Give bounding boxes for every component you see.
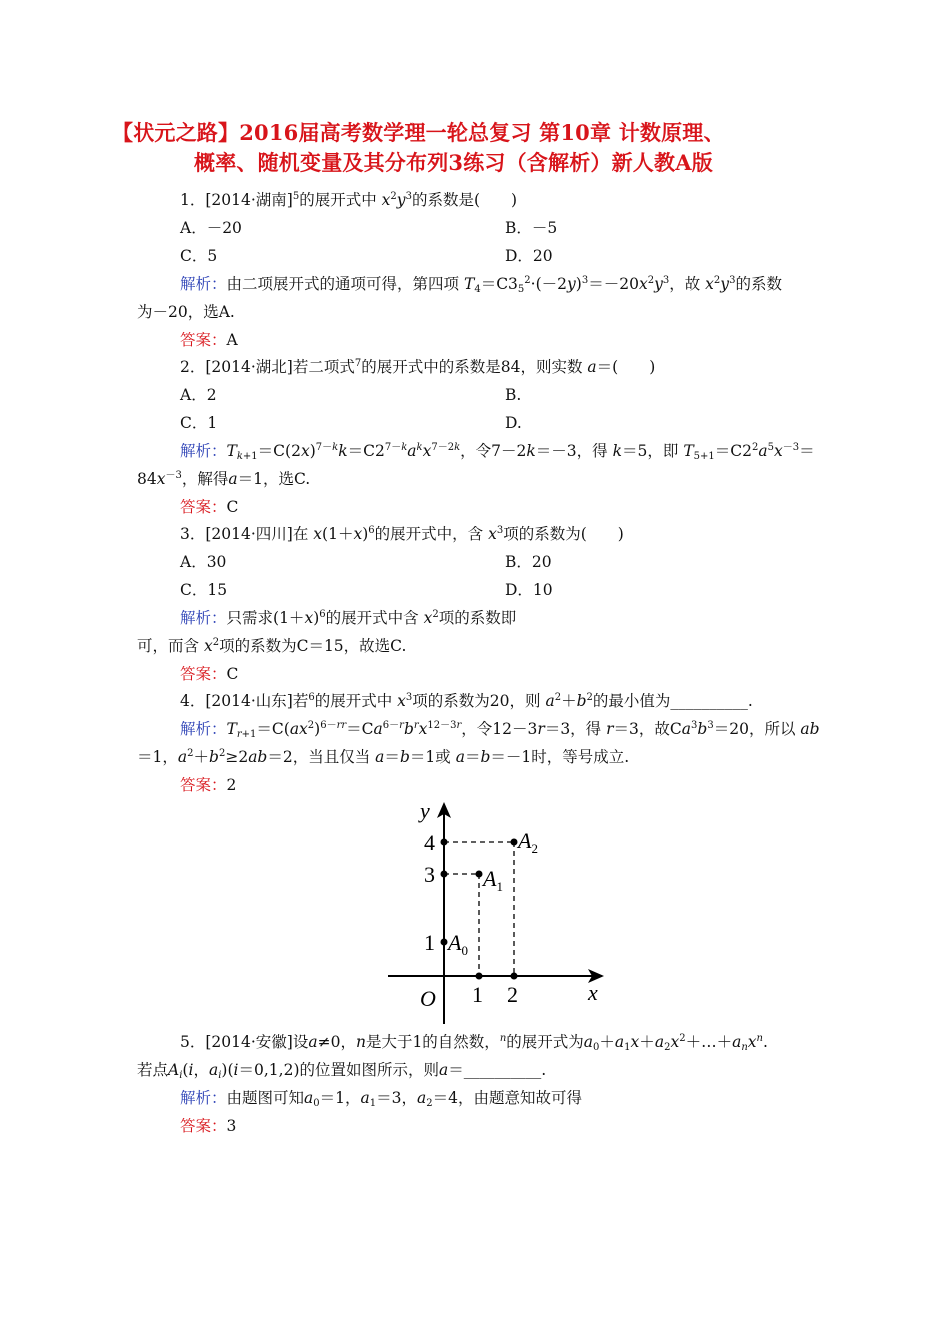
question-1-stem: 1．[2014·湖南]$^5$的展开式中 $x^2y^3$的系数是( ) (180, 191, 518, 209)
x-tick-1: 1 (472, 982, 483, 1007)
q5-answer: 答案：3 (180, 1117, 237, 1135)
q2-option-b: B. (505, 386, 522, 404)
dot-x1 (476, 973, 483, 980)
q3-option-b: B．20 (505, 553, 552, 571)
point-a2 (511, 839, 518, 846)
question-4-stem: 4．[2014·山东]若$^6$的展开式中 $x^3$项的系数为20，则 $a^2+b^2$的最小值为__________. (180, 692, 753, 710)
x-tick-2: 2 (507, 982, 518, 1007)
q3-option-a: A．30 (180, 553, 227, 571)
q3-answer: 答案：C (180, 665, 239, 683)
q4-answer: 答案：2 (180, 776, 237, 794)
q1-solution-line-2: 为－20，选A. (137, 303, 235, 321)
q1-solution-line-1: 解析：由二项展开式的通项可得，第四项 $T_4=C3_5^2\cdot(-2y)^3=-20x^2y^3$，故 $x^2y^3$的系数 (180, 275, 782, 295)
document-title-line-2: 概率、随机变量及其分布列3练习（含解析）新人教A版 (194, 150, 713, 175)
label-a2: $A_2$ (518, 828, 538, 856)
question-5-stem-line-1: 5．[2014·安徽]设a≠0，n是大于1的自然数，$^n$的展开式为$a_0+a_1x+a_2x^2+\dots+a_nx^n$. (180, 1033, 768, 1053)
point-a0 (441, 939, 448, 946)
q2-option-c: C．1 (180, 414, 218, 432)
question-2-stem: 2．[2014·湖北]若二项式$^7$的展开式中的系数是84，则实数 a＝( ) (180, 358, 656, 376)
q3-option-d: D．10 (505, 581, 553, 599)
q3-option-c: C．15 (180, 581, 228, 599)
y-axis-label: y (420, 798, 430, 823)
q4-solution-line-2: ＝1，$a^2+b^2\ge 2ab=2$，当且仅当 a＝b＝1或 a＝b＝－1时，等号成立. (137, 748, 630, 766)
y-tick-1: 1 (424, 930, 435, 955)
label-a0: $A_0$ (448, 930, 468, 958)
y-tick-3: 3 (424, 862, 435, 887)
dot-y4 (441, 839, 448, 846)
q2-option-d: D. (505, 414, 522, 432)
x-axis-label: x (588, 980, 598, 1005)
q2-option-a: A．2 (180, 386, 217, 404)
q1-answer: 答案：A (180, 331, 238, 349)
dashed-guides (444, 842, 514, 976)
question-3-stem: 3．[2014·四川]在 $x(1+x)^6$的展开式中，含 $x^3$项的系数为( ) (180, 525, 624, 543)
q2-answer: 答案：C (180, 498, 239, 516)
q5-solution: 解析：由题图可知$a_0=1$，$a_1=3$，$a_2=4$，由题意知故可得 (180, 1089, 583, 1109)
q4-solution-line-1: 解析：$T_{r+1}=C(ax^2)^{6-rr}=Ca^{6-r}b^rx^{12-3r}$，令12－3r＝3，得 r＝3，故$Ca^3b^3=20$，所以 ab (180, 720, 820, 740)
q1-option-b: B．－5 (505, 219, 558, 237)
q2-solution-line-1: 解析：$T_{k+1}=C(2x)^{7-k}k=C2^{7-k}a^kx^{7-2k}$，令7－2k＝－3，得 k＝5，即 $T_{5+1}=C2^2a^5x^{-3}=$ (180, 442, 815, 462)
origin-label: O (420, 986, 436, 1011)
y-tick-4: 4 (424, 830, 435, 855)
q1-option-d: D．20 (505, 247, 553, 265)
coordinate-figure (380, 796, 610, 1028)
q3-solution-line-1: 解析：只需求$(1+x)^6$的展开式中含 $x^2$项的系数即 (180, 609, 517, 627)
q2-solution-line-2: $84x^{-3}$，解得a＝1，选C. (137, 470, 311, 488)
dot-y3 (441, 871, 448, 878)
document-title-line-1: 【状元之路】2016届高考数学理一轮总复习 第10章 计数原理、 (112, 120, 725, 145)
point-a1 (476, 871, 483, 878)
dot-x2 (511, 973, 518, 980)
question-5-stem-line-2: 若点$A_i(i$，$a_i)(i=0,1,2)$的位置如图所示，则a＝__________. (137, 1061, 547, 1081)
q3-solution-line-2: 可，而含 $x^2$项的系数为C＝15，故选C. (137, 637, 407, 655)
q1-option-c: C．5 (180, 247, 218, 265)
q1-option-a: A．－20 (180, 219, 242, 237)
label-a1: $A_1$ (483, 866, 503, 894)
